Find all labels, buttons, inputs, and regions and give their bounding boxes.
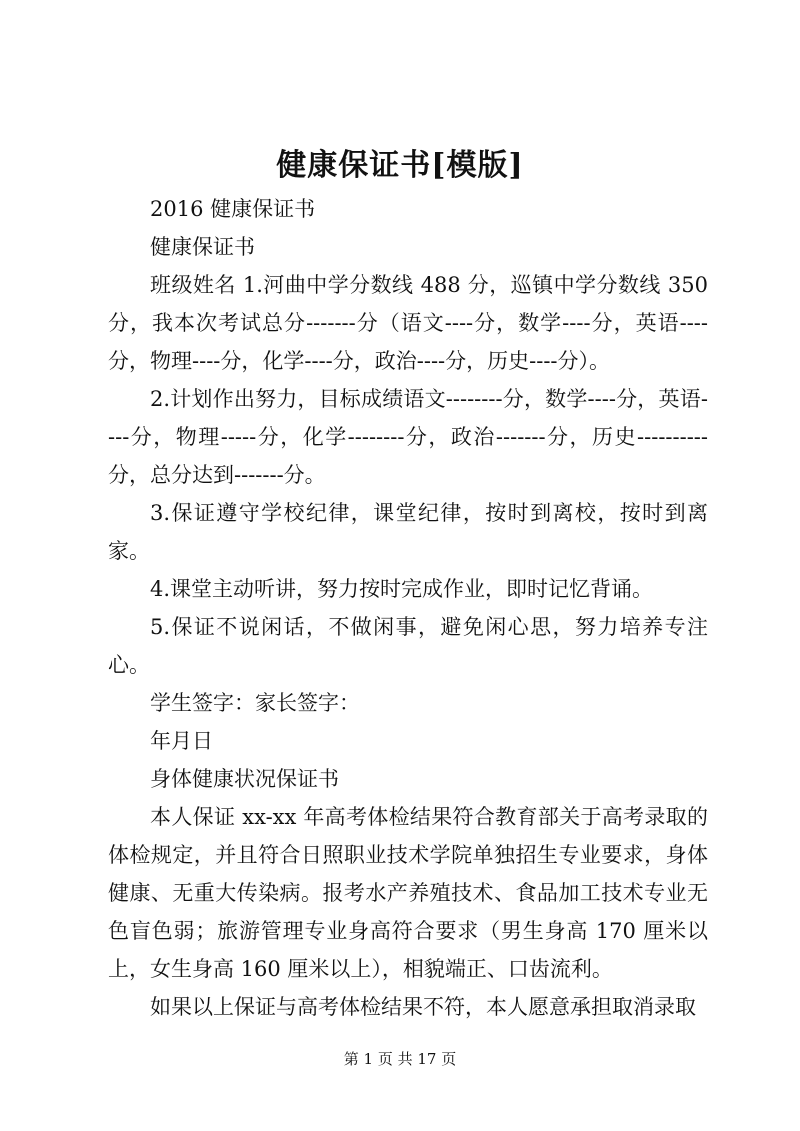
document-title: 健康保证书[模版] xyxy=(276,148,524,183)
paragraph-item-1: 班级姓名 1.河曲中学分数线 488 分，巡镇中学分数线 350 分，我本次考试总分-------分（语文----分，数学----分，英语----分，物理----分，化学----分，政治----分，历史----分）。 xyxy=(108,273,708,373)
paragraph-health-statement: 本人保证 xx-xx 年高考体检结果符合教育部关于高考录取的体检规定，并且符合日照职业技术学院单独招生专业要求，身体健康、无重大传染病。报考水产养殖技术、食品加工技术专业无色盲色弱；旅游管理专业身高符合要求（男生身高 170 厘米以上，女生身高 160 厘米以上），相貌端正、口齿流利。 xyxy=(108,805,708,981)
paragraph-item-4: 4.课堂主动听讲，努力按时完成作业，即时记忆背诵。 xyxy=(150,577,654,601)
page-footer: 第 1 页 共 17 页 xyxy=(343,1050,457,1068)
paragraph-heading: 健康保证书 xyxy=(150,235,255,259)
document-body xyxy=(108,190,708,1026)
paragraph-date: 年月日 xyxy=(150,729,213,753)
paragraph-subtitle: 2016 健康保证书 xyxy=(150,197,316,221)
paragraph-section-heading: 身体健康状况保证书 xyxy=(150,767,339,791)
paragraph-item-2: 2.计划作出努力，目标成绩语文--------分，数学----分，英语----分，物理-----分，化学--------分，政治-------分，历史----------分，总分达到-------分。 xyxy=(108,387,708,487)
paragraph-item-3: 3.保证遵守学校纪律，课堂纪律，按时到离校，按时到离家。 xyxy=(108,501,708,563)
paragraph-item-5: 5.保证不说闲话，不做闲事，避免闲心思，努力培养专注心。 xyxy=(108,615,708,677)
paragraph-continuation: 如果以上保证与高考体检结果不符，本人愿意承担取消录取 xyxy=(150,995,696,1019)
paragraph-signatures: 学生签字：家长签字： xyxy=(150,691,360,715)
